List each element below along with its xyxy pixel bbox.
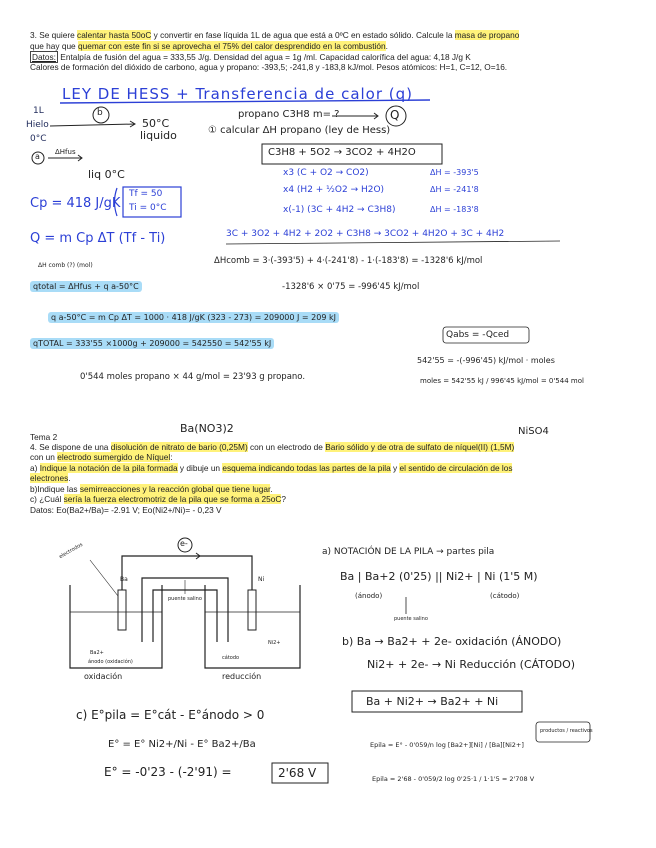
ti-value: Ti = 0°C (129, 203, 167, 213)
b-reduction: Ni2+ + 2e- → Ni Reducción (CÁTODO) (367, 658, 576, 671)
qabs-qced: Qabs = -Qced (446, 330, 510, 340)
catodo-tag: (cátodo) (490, 592, 520, 600)
temp-50: 50°C (142, 117, 170, 130)
moles-frac: moles = 542'55 kJ / 996'45 kJ/mol = 0'544 mol (420, 377, 584, 385)
oxidacion-bottom: oxidación (84, 672, 123, 681)
problem4-c: c) ¿Cuál sería la fuerza electromotriz de la pila que se forma a 25oC? (30, 494, 286, 504)
problem3-line4: Calores de formación del dióxido de carbono, agua y propano: -393,5; -241,8 y -183,8 kJ/mol. Pesos atómicos: H=1, C=12, O=16. (30, 62, 508, 72)
tema-2: Tema 2 (30, 432, 58, 442)
anodo-box-label: ánodo (oxidación) (88, 659, 133, 665)
circle-a-label: a (35, 152, 40, 161)
a-title: a) NOTACIÓN DE LA PILA → partes pila (322, 547, 495, 557)
b-oxidation: b) Ba → Ba2+ + 2e- oxidación (ÁNODO) (342, 635, 562, 648)
highlight-quemar: quemar con este fin si se aprovecha el 75% del calor desprendido en la combustión (77, 41, 386, 51)
diagram-ni: Ni (258, 576, 265, 583)
liq-0c: liq 0°C (88, 168, 125, 181)
circle-b-label: b (97, 108, 103, 118)
ni-ion: Ni2+ (268, 640, 281, 646)
highlight-electrodo-niquel: electrodo sumergido de Níquel (57, 452, 171, 462)
q-calc: q a-50°C = m Cp ΔT = 1000 · 418 J/gK (323 - 273) = 209000 J = 209 kJ (48, 312, 339, 323)
q-formula: Q = m Cp ΔT (Tf - Ti) (30, 231, 166, 246)
ba-ion: Ba2+ (90, 650, 104, 656)
circle-e-label: e- (180, 539, 188, 548)
productos-reactivos: productos / reactivos (540, 728, 593, 734)
mass-propano: 0'544 moles propano × 44 g/mol = 23'93 g propano. (80, 372, 306, 382)
cancel-sum: 3C + 3O2 + 4H2 + 2O2 + C3H8 → 3CO2 + 4H2O + 3C + 4H2 (226, 229, 505, 239)
liquido-label: liquido (140, 129, 177, 142)
highlight-masa-propano: masa de propano (454, 30, 520, 40)
nernst-eq: Epila = E° - 0'059/n log [Ba2+][Ni] / [Ba][Ni2+] (370, 741, 524, 749)
nernst-numeric: Epila = 2'68 - 0'059/2 log 0'25·1 / 1·1'5 = 2'708 V (372, 775, 535, 783)
electrodes-label: electrodos (58, 541, 84, 561)
eq3-h: ΔH = -183'8 (430, 205, 479, 214)
c-e-diff: E° = E° Ni2+/Ni - E° Ba2+/Ba (108, 739, 256, 750)
highlight-bario-solido: Bario sólido y de otra de sulfato de níquel(II) (1,5M) (325, 442, 515, 452)
hcomb-calc: ΔHcomb = 3·(-393'5) + 4·(-241'8) - 1·(-183'8) = -1328'6 kJ/mol (214, 256, 483, 266)
cp-value: Cp = 418 J/gK (30, 196, 121, 211)
q-total: qTOTAL = 333'55 ×1000g + 209000 = 542550 = 542'55 kJ (30, 338, 274, 349)
puente-label: puente salino (168, 596, 202, 602)
left-hielo: Hielo (26, 120, 49, 130)
notes3-title: LEY DE HESS + Transferencia de calor (q) (62, 85, 414, 103)
puente-small: puente salino (394, 616, 428, 622)
c-result-box: 2'68 V (278, 766, 317, 780)
propano-mass: propano C3H8 m= ? (238, 109, 340, 120)
step1-hess: ① calcular ΔH propano (ley de Hess) (208, 125, 391, 136)
highlight-nitrato: disolución de nitrato de bario (0,25M) (110, 442, 248, 452)
problem3-line1: 3. Se quiere calentar hasta 50oC y convertir en fase líquida 1L de agua que está a 0ºC en estado sólido. Calcule la masa de propano (30, 30, 520, 40)
ratio-075: -1328'6 × 0'75 = -996'45 kJ/mol (282, 282, 420, 292)
top-left-formula: Ba(NO3)2 (180, 422, 234, 435)
circle-q-label: Q (390, 108, 400, 122)
problem4-datos: Datos: Eo(Ba2+/Ba)= -2.91 V; Eo(Ni2+/Ni)= - 0,23 V (30, 505, 222, 515)
eq1: x3 (C + O2 → CO2) (283, 168, 369, 178)
diagram-ba: Ba (120, 576, 128, 583)
c-result: E° = -0'23 - (-2'91) = (104, 765, 232, 779)
tf-value: Tf = 50 (129, 189, 163, 199)
c-epila: c) E°pila = E°cát - E°ánodo > 0 (76, 708, 265, 722)
eq1-h: ΔH = -393'5 (430, 168, 479, 177)
reduccion-bottom: reducción (222, 672, 262, 681)
delta-hfus: ΔHfus (55, 148, 76, 156)
problem4-line2: con un electrodo sumergido de Níquel: (30, 452, 173, 462)
problem4-a: a) Indique la notación de la pila formada y dibuje un esquema indicando todas las partes de la pila y el sentido de circulación de los (30, 463, 513, 473)
eq2-h: ΔH = -241'8 (430, 185, 479, 194)
anodo-tag: (ánodo) (355, 592, 383, 600)
top-right-formula: NiSO4 (518, 426, 549, 437)
catodo-box-label: cátodo (222, 655, 240, 661)
left-0c: 0°C (30, 134, 47, 144)
problem3-line2: que hay que quemar con este fin si se aprovecha el 75% del calor desprendido en la combustión. (30, 41, 388, 51)
eq2: x4 (H2 + ½O2 → H2O) (283, 185, 385, 195)
global-reaction: Ba + Ni2+ → Ba2+ + Ni (366, 695, 499, 708)
moles-line: 542'55 = -(-996'45) kJ/mol · moles (417, 356, 555, 365)
problem3-line3: Datos: Entalpía de fusión del agua = 333,55 J/g. Densidad del agua = 1g /ml. Capacidad calorífica del agua: 4,18 J/g K (32, 52, 471, 62)
reaction-propane: C3H8 + 5O2 → 3CO2 + 4H2O (268, 147, 416, 158)
problem4-b: b)Indique las semirreacciones y la reacción global que tiene lugar. (30, 484, 273, 494)
cell-notation: Ba | Ba+2 (0'25) || Ni2+ | Ni (1'5 M) (340, 570, 538, 583)
problem4-line1: 4. Se dispone de una disolución de nitrato de bario (0,25M) con un electrodo de Bario sólido y de otra de sulfato de níquel(II) (1,5M) (30, 442, 515, 452)
qtotal-sum: qtotal = ΔHfus + q a-50°C (30, 281, 142, 292)
left-1L: 1L (33, 106, 44, 116)
problem4-a2: electrones. (30, 473, 71, 483)
highlight-calentar: calentar hasta 50oC (77, 30, 152, 40)
datos-label: Datos: (32, 52, 56, 62)
eq3: x(-1) (3C + 4H2 → C3H8) (283, 205, 396, 215)
hcomb-label: ΔH comb (?) (mol) (38, 262, 93, 269)
